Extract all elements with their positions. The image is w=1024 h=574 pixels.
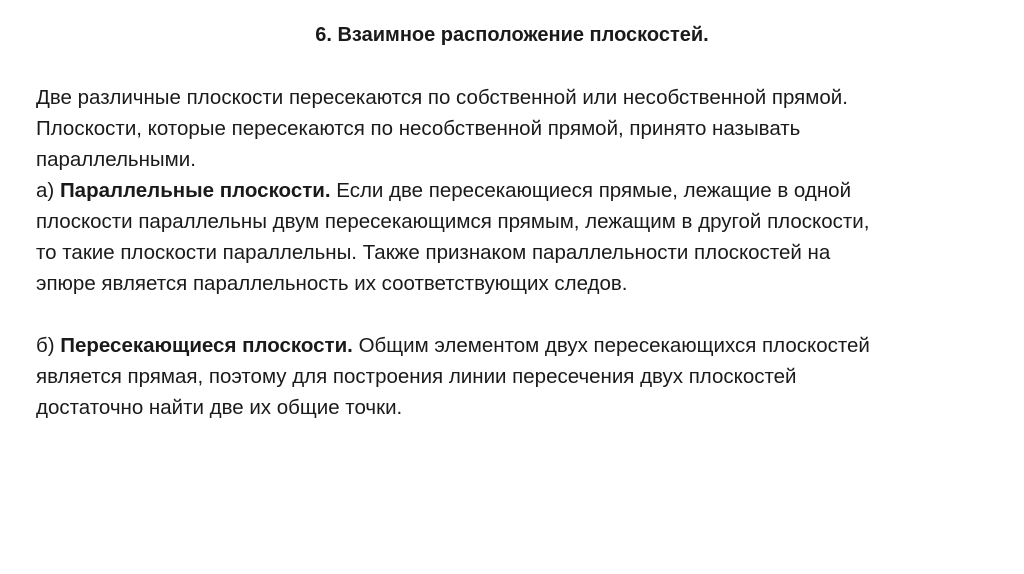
section-b-line-1 bbox=[36, 330, 996, 361]
paragraph-gap bbox=[36, 299, 996, 330]
section-b-paragraph bbox=[36, 330, 996, 423]
intro-line-1: Две различные плоскости пересекаются по собственной или несобственной прямой. bbox=[36, 86, 848, 109]
section-a-line-3: то такие плоскости параллельны. Также признаком параллельности плоскостей на bbox=[36, 241, 831, 264]
slide-content bbox=[36, 82, 996, 423]
intro-line-3: параллельными. bbox=[36, 148, 196, 171]
section-a-line-1-rest: Если две пересекающиеся прямые, лежащие в одной bbox=[330, 179, 852, 202]
section-b-line-2: является прямая, поэтому для построения линии пересечения двух плоскостей bbox=[36, 365, 797, 388]
section-b-prefix: б) bbox=[36, 334, 61, 357]
section-a-term: Параллельные плоскости. bbox=[59, 179, 331, 202]
intro-line-2: Плоскости, которые пересекаются по несобственной прямой, принято называть bbox=[36, 117, 801, 140]
slide-title: 6. Взаимное расположение плоскостей. bbox=[315, 24, 709, 46]
section-a-line-2: плоскости параллельны двум пересекающимся прямым, лежащим в другой плоскости, bbox=[36, 210, 870, 233]
intro-paragraph bbox=[36, 82, 996, 175]
section-b-term: Пересекающиеся плоскости. bbox=[60, 334, 353, 357]
section-a-paragraph bbox=[36, 175, 996, 299]
section-b-line-3: достаточно найти две их общие точки. bbox=[36, 396, 403, 419]
section-a-line-4: эпюре является параллельность их соответствующих следов. bbox=[36, 272, 628, 295]
section-a-line-1 bbox=[36, 175, 996, 206]
section-a-prefix: а) bbox=[36, 179, 60, 202]
section-b-line-1-rest: Общим элементом двух пересекающихся плоскостей bbox=[352, 334, 870, 357]
